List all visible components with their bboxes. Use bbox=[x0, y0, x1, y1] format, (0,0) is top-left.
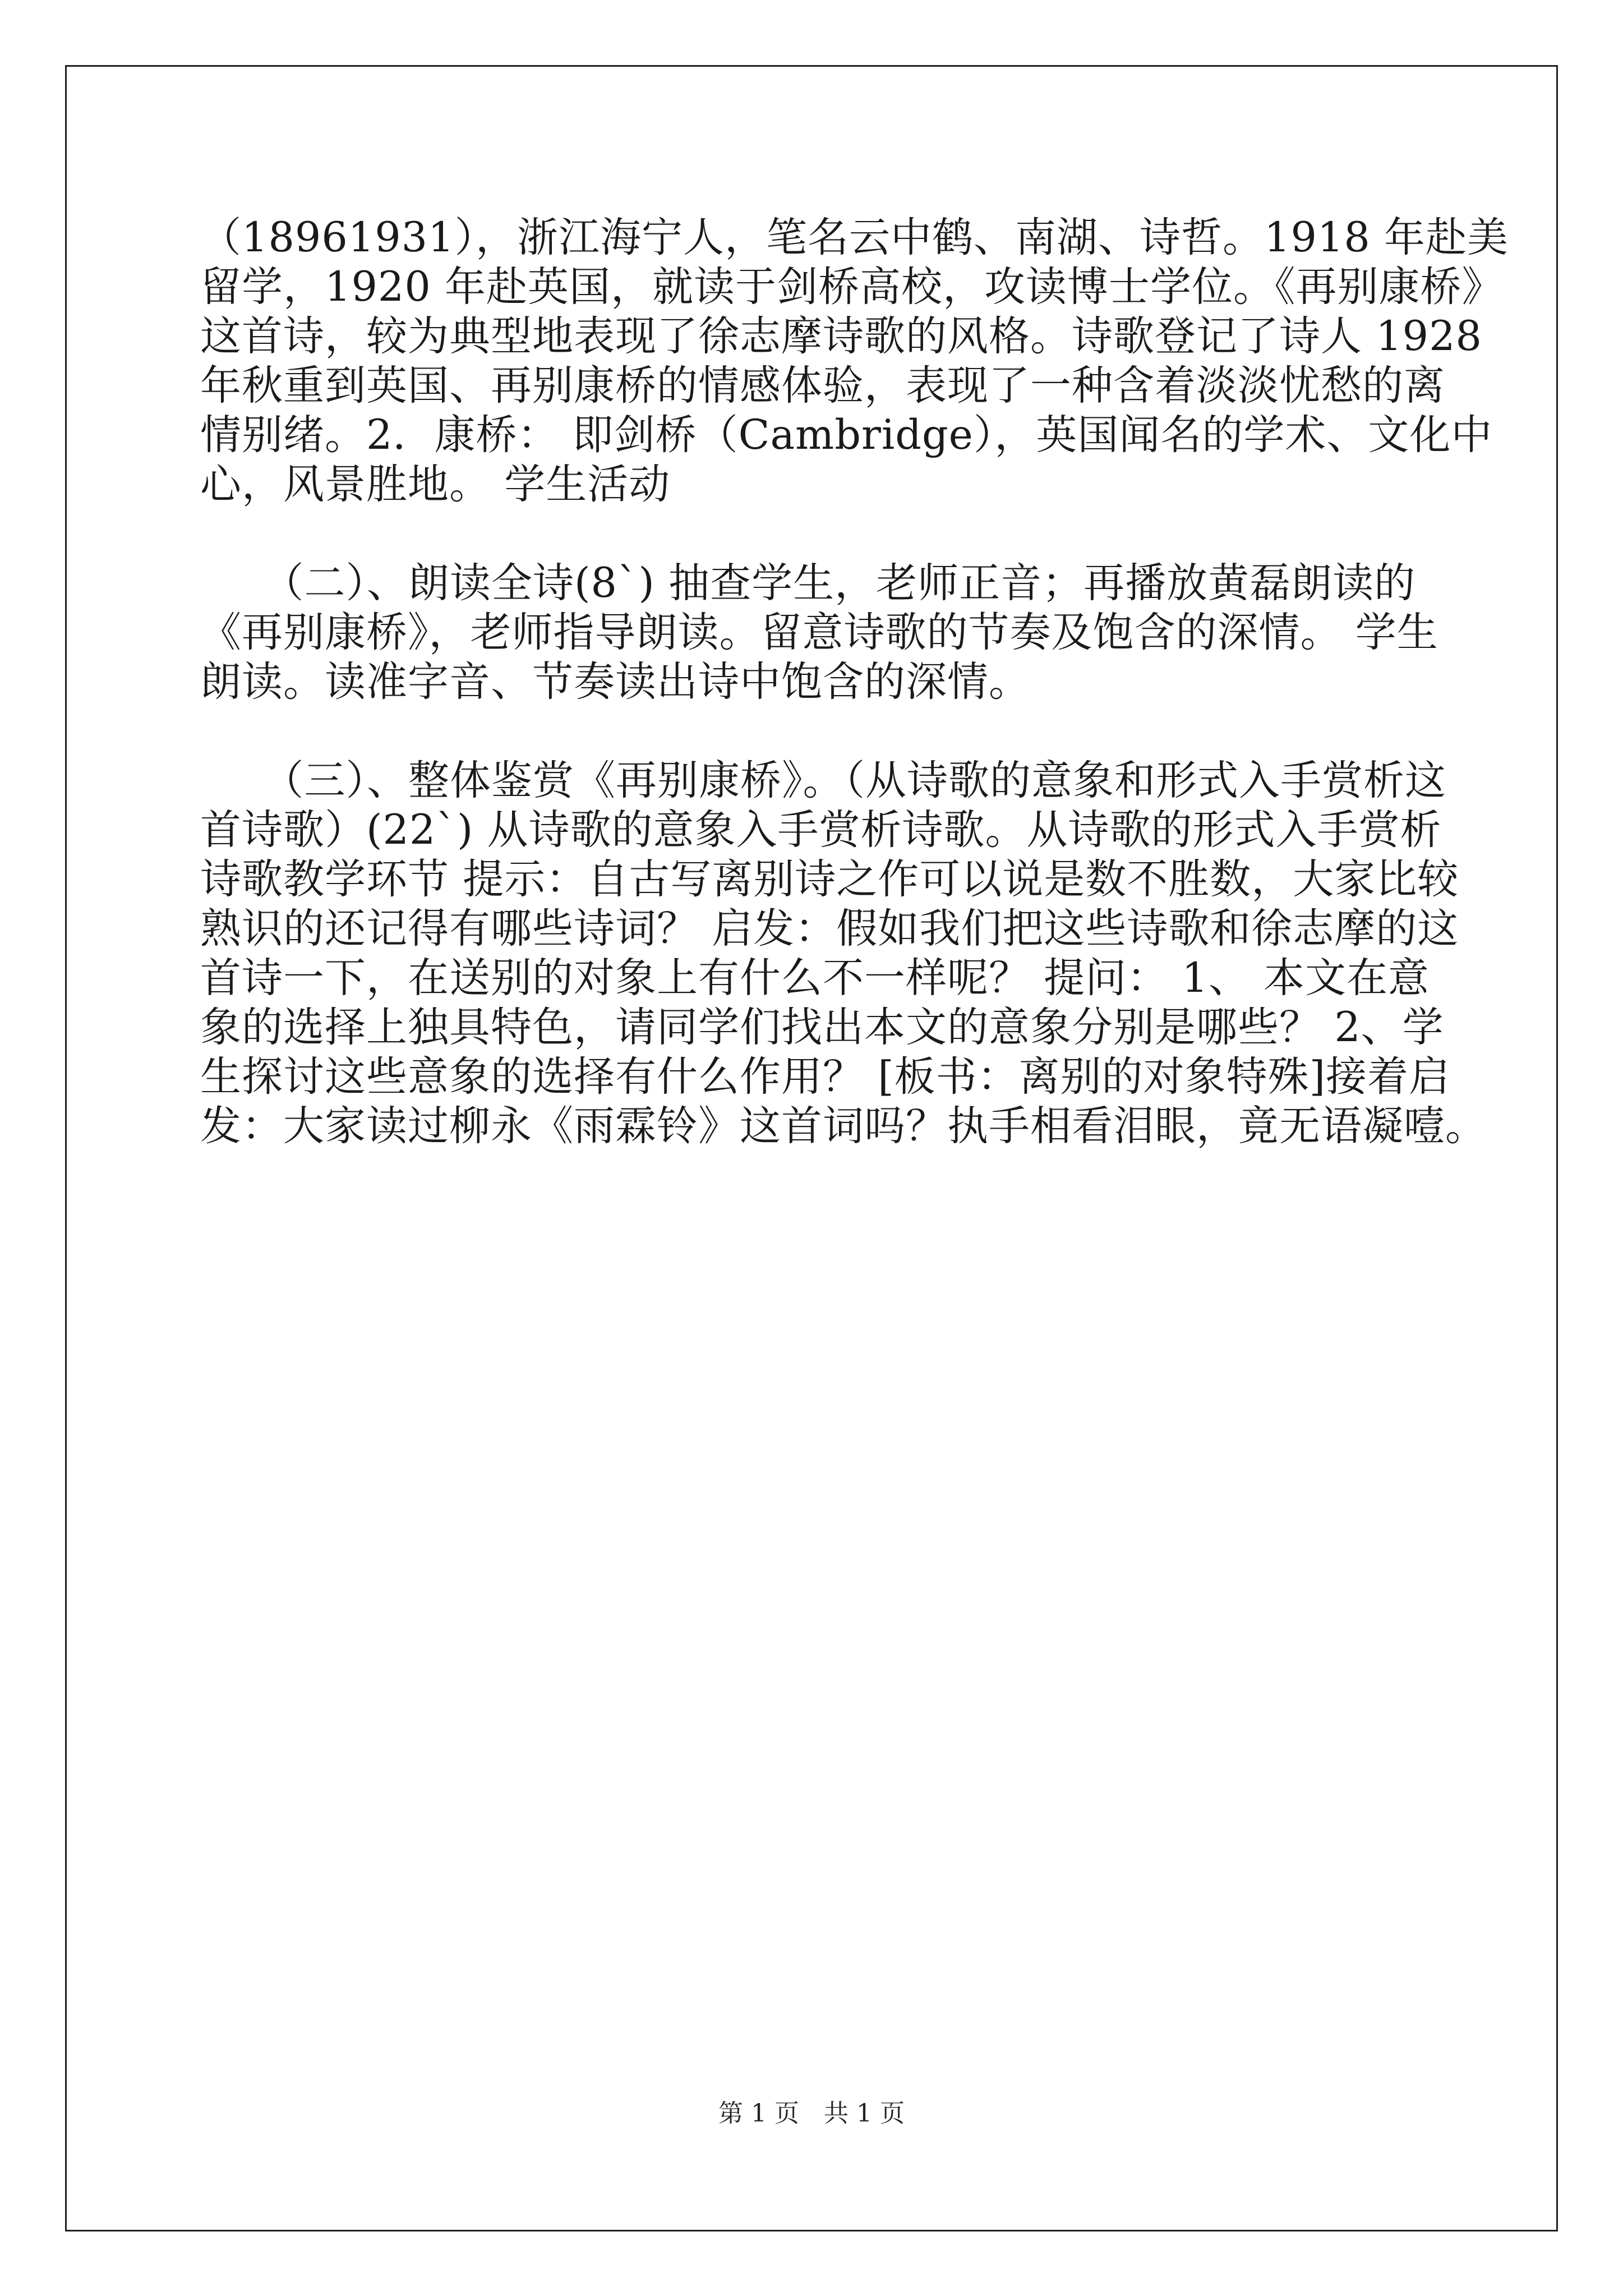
text-line: 熟识的还记得有哪些诗词？ 启发：假如我们把这些诗歌和徐志摩的这 bbox=[200, 905, 1459, 953]
page-footer: 第 1 页 共 1 页 bbox=[718, 2099, 905, 2128]
text-line: 诗歌教学环节 提示：自古写离别诗之作可以说是数不胜数，大家比较 bbox=[200, 855, 1459, 903]
text-line: 生探讨这些意象的选择有什么作用？ [板书：离别的对象特殊]接着启 bbox=[200, 1053, 1451, 1101]
text-line: 朗读。读准字音、节奏读出诗中饱含的深情。 bbox=[200, 658, 1030, 706]
text-line: 情别绪。2．康桥： 即剑桥（Cambridge），英国闻名的学术、文化中 bbox=[200, 411, 1493, 459]
text-line: 《再别康桥》，老师指导朗读。留意诗歌的节奏及饱含的深情。 学生 bbox=[200, 609, 1438, 656]
document-body bbox=[200, 213, 1509, 1151]
text-line: 发：大家读过柳永《雨霖铃》这首词吗？执手相看泪眼，竟无语凝噎。 bbox=[200, 1102, 1487, 1150]
text-line: 象的选择上独具特色，请同学们找出本文的意象分别是哪些？ 2、学 bbox=[200, 1004, 1444, 1051]
text-line: 首诗一下，在送别的对象上有什么不一样呢？ 提问： 1、 本文在意 bbox=[200, 954, 1430, 1002]
text-line: 首诗歌）(22`) 从诗歌的意象入手赏析诗歌。从诗歌的形式入手赏析 bbox=[200, 806, 1442, 854]
text-line: 这首诗，较为典型地表现了徐志摩诗歌的风格。诗歌登记了诗人 1928 bbox=[200, 312, 1482, 360]
text-line: 心，风景胜地。 学生活动 bbox=[200, 461, 671, 508]
text-line: 留学，1920 年赴英国，就读于剑桥高校，攻读博士学位。《再别康桥》 bbox=[200, 263, 1504, 311]
text-line: 年秋重到英国、再别康桥的情感体验，表现了一种含着淡淡忧愁的离 bbox=[200, 362, 1445, 409]
text-line: （18961931），浙江海宁人，笔名云中鹤、南湖、诗哲。1918 年赴美 bbox=[200, 214, 1509, 261]
text-line: （三）、整体鉴赏《再别康桥》。（从诗歌的意象和形式入手赏析这 bbox=[200, 757, 1446, 804]
text-line: （二）、朗读全诗(8`) 抽查学生，老师正音；再播放黄磊朗读的 bbox=[200, 559, 1416, 607]
